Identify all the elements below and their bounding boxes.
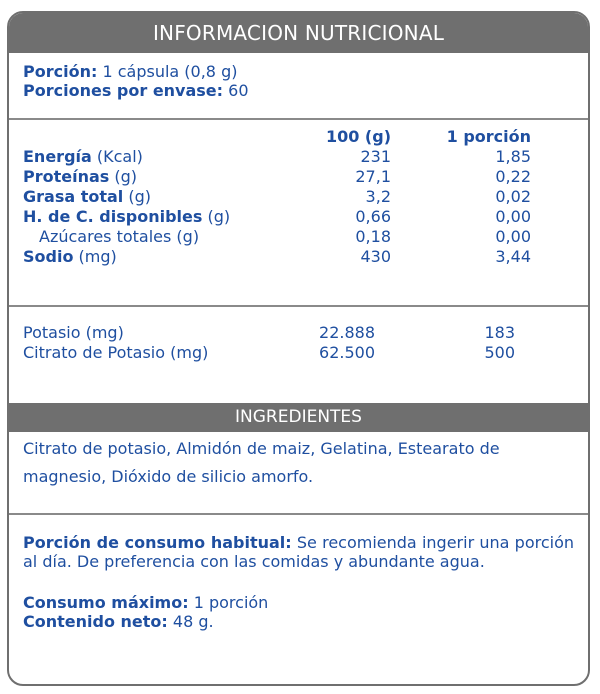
row-unit: (mg) — [78, 247, 117, 266]
row-value-portion: 0,22 — [495, 167, 531, 186]
table-row — [23, 343, 515, 363]
row-label: Grasa total — [23, 187, 124, 206]
row-value-portion: 0,00 — [495, 227, 531, 246]
row-label: Energía — [23, 147, 92, 166]
nutrition-label — [7, 11, 590, 686]
ingredients-title: INGREDIENTES — [9, 403, 588, 432]
max-label: Consumo máximo: — [23, 593, 189, 612]
portion-line — [23, 62, 574, 81]
row-value-portion: 0,02 — [495, 187, 531, 206]
nutrition-table — [23, 127, 531, 267]
serving-info — [9, 53, 588, 118]
row-value-portion: 0,00 — [495, 207, 531, 226]
row-label: Proteínas — [23, 167, 110, 186]
consumption-section — [9, 515, 588, 631]
row-value-100g: 27,1 — [355, 167, 391, 186]
extra-table — [23, 323, 515, 363]
nutrition-table-section — [9, 120, 588, 305]
col-portion-header: 1 porción — [446, 127, 531, 146]
row-value-100g: 231 — [360, 147, 391, 166]
label-title: INFORMACION NUTRICIONAL — [9, 13, 588, 53]
habitual-label: Porción de consumo habitual: — [23, 533, 292, 552]
ingredients-text: Citrato de potasio, Almidón de maiz, Gelatina, Estearato de magnesio, Dióxido de silicio amorfo. — [23, 439, 500, 486]
servings-value: 60 — [228, 81, 249, 100]
row-value-100g: 3,2 — [365, 187, 391, 206]
row-unit: (g) — [114, 167, 138, 186]
row-unit: (Kcal) — [96, 147, 143, 166]
row-unit: (g) — [128, 187, 152, 206]
max-consumption — [23, 593, 574, 612]
row-label: H. de C. disponibles — [23, 207, 203, 226]
table-row — [23, 167, 531, 187]
row-unit: (g) — [207, 207, 231, 226]
servings-line — [23, 81, 574, 100]
row-label: Potasio (mg) — [23, 323, 124, 342]
row-value-100g: 430 — [360, 247, 391, 266]
net-value: 48 g. — [172, 612, 214, 631]
table-row — [23, 323, 515, 343]
row-label: Sodio — [23, 247, 74, 266]
row-value-100g: 0,18 — [355, 227, 391, 246]
habitual-portion — [23, 533, 574, 571]
max-value: 1 porción — [193, 593, 269, 612]
row-value-portion: 1,85 — [495, 147, 531, 166]
row-value-100g: 22.888 — [319, 323, 375, 342]
row-label: Citrato de Potasio (mg) — [23, 343, 209, 362]
row-value-portion: 183 — [484, 323, 515, 342]
habitual-text: Se recomienda ingerir una porción al día. De preferencia con las comidas y abundante agua. — [23, 533, 575, 571]
table-row — [23, 227, 531, 247]
table-row — [23, 207, 531, 227]
portion-value: 1 cápsula (0,8 g) — [102, 62, 238, 81]
table-row — [23, 247, 531, 267]
table-header — [23, 127, 531, 147]
row-value-100g: 0,66 — [355, 207, 391, 226]
row-label: Azúcares totales (g) — [39, 227, 200, 246]
net-label: Contenido neto: — [23, 612, 168, 631]
row-value-portion: 3,44 — [495, 247, 531, 266]
table-row — [23, 147, 531, 167]
row-value-portion: 500 — [484, 343, 515, 362]
portion-label: Porción: — [23, 62, 98, 81]
table-row — [23, 187, 531, 207]
row-value-100g: 62.500 — [319, 343, 375, 362]
col-100g-header: 100 (g) — [325, 127, 391, 146]
extra-table-section — [9, 307, 588, 403]
net-content — [23, 612, 574, 631]
servings-label: Porciones por envase: — [23, 81, 224, 100]
